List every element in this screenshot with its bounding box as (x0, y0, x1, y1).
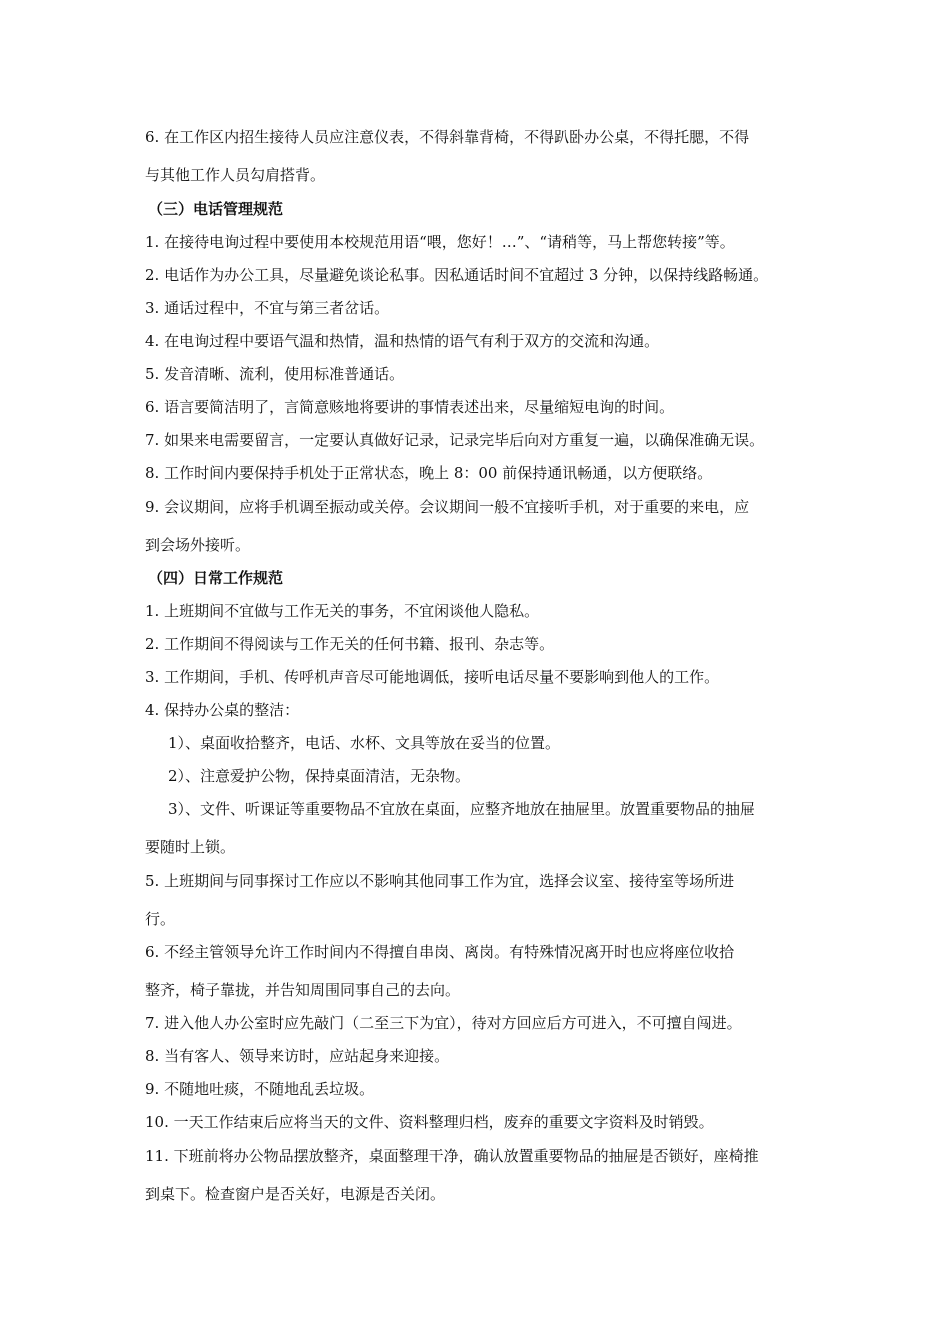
section-heading: （四）日常工作规范 (148, 569, 284, 587)
list-item: 4. 在电询过程中要语气温和热情，温和热情的语气有利于双方的交流和沟通。 (145, 332, 660, 350)
list-item: 整齐，椅子靠拢，并告知周围同事自己的去向。 (145, 981, 461, 999)
list-item: 10. 一天工作结束后应将当天的文件、资料整理归档，废弃的重要文字资料及时销毁。 (145, 1113, 714, 1131)
paragraph-line: 与其他工作人员勾肩搭背。 (145, 166, 326, 184)
list-item: 6. 语言要简洁明了，言简意赅地将要讲的事情表述出来，尽量缩短电询的时间。 (145, 398, 675, 416)
sub-list-item: 3）、文件、听课证等重要物品不宜放在桌面，应整齐地放在抽屉里。放置重要物品的抽屉 (168, 800, 756, 818)
list-item: 1. 在接待电询过程中要使用本校规范用语“喂，您好！…”、“请稍等，马上帮您转接”等。 (145, 233, 735, 251)
list-item: 3. 工作期间，手机、传呼机声音尽可能地调低，接听电话尽量不要影响到他人的工作。 (145, 668, 720, 686)
list-item: 2. 工作期间不得阅读与工作无关的任何书籍、报刊、杂志等。 (145, 635, 555, 653)
list-item: 8. 当有客人、领导来访时，应站起身来迎接。 (145, 1047, 450, 1065)
list-item: 1. 上班期间不宜做与工作无关的事务，不宜闲谈他人隐私。 (145, 602, 540, 620)
sub-list-item: 2）、注意爱护公物，保持桌面清洁，无杂物。 (168, 767, 471, 785)
list-item: 4. 保持办公桌的整洁： (145, 701, 300, 719)
list-item: 行。 (145, 910, 176, 928)
list-item: 到桌下。检查窗户是否关好，电源是否关闭。 (145, 1185, 446, 1203)
list-item: 5. 上班期间与同事探讨工作应以不影响其他同事工作为宜，选择会议室、接待室等场所进 (145, 872, 735, 890)
list-item: 6. 不经主管领导允许工作时间内不得擅自串岗、离岗。有特殊情况离开时也应将座位收拾 (145, 943, 735, 961)
list-item: 5. 发音清晰、流利，使用标准普通话。 (145, 365, 405, 383)
section-heading: （三）电话管理规范 (148, 200, 284, 218)
list-item: 到会场外接听。 (145, 536, 251, 554)
sub-list-item: 1）、桌面收拾整齐，电话、水杯、文具等放在妥当的位置。 (168, 734, 561, 752)
list-item: 2. 电话作为办公工具，尽量避免谈论私事。因私通话时间不宜超过 3 分钟，以保持线路畅通。 (145, 266, 769, 284)
list-item: 9. 不随地吐痰，不随地乱丢垃圾。 (145, 1080, 375, 1098)
sub-list-item: 要随时上锁。 (145, 838, 236, 856)
list-item: 9. 会议期间，应将手机调至振动或关停。会议期间一般不宜接听手机，对于重要的来电，应 (145, 498, 750, 516)
paragraph-line: 6. 在工作区内招生接待人员应注意仪表，不得斜靠背椅，不得趴卧办公桌，不得托腮，不得 (145, 128, 750, 146)
list-item: 3. 通话过程中，不宜与第三者岔话。 (145, 299, 390, 317)
list-item: 7. 如果来电需要留言，一定要认真做好记录，记录完毕后向对方重复一遍，以确保准确无误。 (145, 431, 765, 449)
list-item: 11. 下班前将办公物品摆放整齐，桌面整理干净，确认放置重要物品的抽屉是否锁好，座椅推 (145, 1147, 759, 1165)
list-item: 7. 进入他人办公室时应先敲门（二至三下为宜），待对方回应后方可进入，不可擅自闯进。 (145, 1014, 742, 1032)
list-item: 8. 工作时间内要保持手机处于正常状态，晚上 8：00 前保持通讯畅通，以方便联络。 (145, 464, 713, 482)
